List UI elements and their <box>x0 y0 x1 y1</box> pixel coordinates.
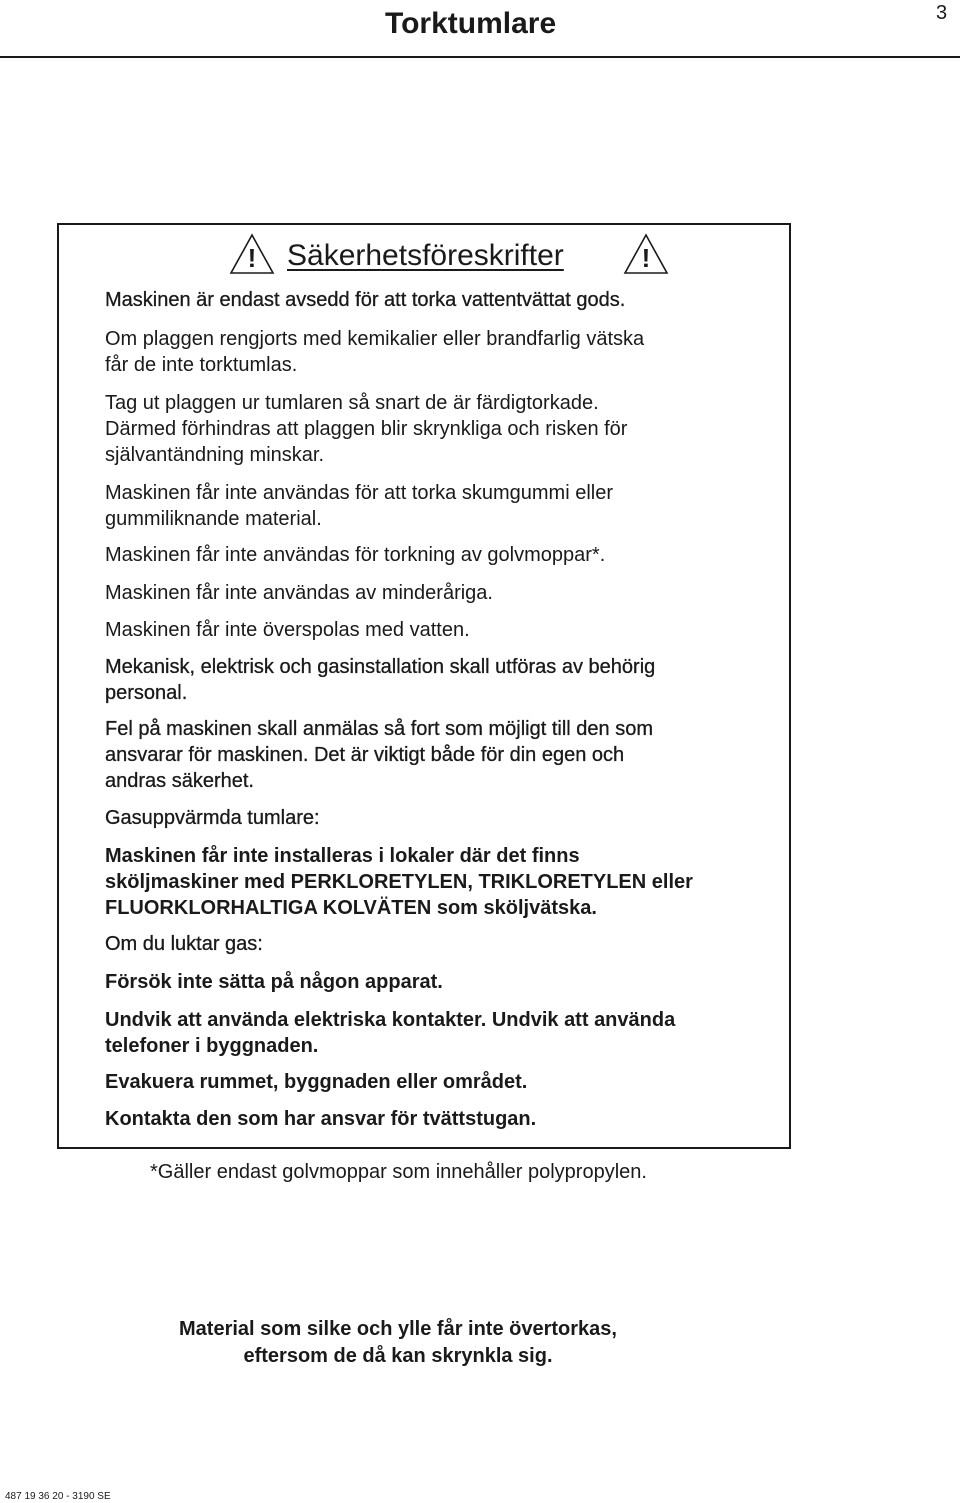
safety-rule: Kontakta den som har ansvar för tvättstugan. <box>105 1108 537 1130</box>
safety-rule: Evakuera rummet, byggnaden eller området. <box>105 1071 528 1093</box>
safety-subheading: Om du luktar gas: <box>105 933 263 955</box>
safety-rule: Mekanisk, elektrisk och gasinstallation skall utföras av behörig personal. <box>105 656 656 704</box>
safety-rule: Maskinen får inte installeras i lokaler där det finns sköljmaskiner med PERKLORETYLEN, TRIKLORETYLEN eller FLUORKLORHALTIGA KOLVÄTEN som sköljvätska. <box>105 845 693 919</box>
document-code: 487 19 36 20 - 3190 SE <box>5 1491 111 1502</box>
warning-triangle-icon <box>623 233 669 275</box>
safety-rule: Maskinen får inte överspolas med vatten. <box>105 619 470 641</box>
warning-triangle-icon <box>229 233 275 275</box>
safety-rule: Maskinen får inte användas av minderåriga. <box>105 582 493 604</box>
warning-exclamation-mark: ! <box>247 243 257 273</box>
safety-rule: Undvik att använda elektriska kontakter. Undvik att använda telefoner i byggnaden. <box>105 1009 676 1057</box>
warning-exclamation-mark: ! <box>641 243 651 273</box>
safety-heading <box>0 232 960 282</box>
page-title: Torktumlare <box>385 7 557 40</box>
page-number: 3 <box>936 2 948 24</box>
material-care-note: Material som silke och ylle får inte övertorkas, eftersom de då kan skrynkla sig. <box>179 1318 617 1367</box>
safety-rule: Om plaggen rengjorts med kemikalier eller brandfarlig vätska får de inte torktumlas. <box>105 328 645 376</box>
safety-rule: Försök inte sätta på någon apparat. <box>105 971 443 993</box>
safety-title: Säkerhetsföreskrifter <box>287 239 564 272</box>
safety-rule: Fel på maskinen skall anmälas så fort som möjligt till den som ansvarar för maskinen. Det är viktigt både för din egen och andras säkerhet. <box>105 718 653 792</box>
footnote: *Gäller endast golvmoppar som innehåller polypropylen. <box>150 1161 647 1183</box>
safety-rule: Tag ut plaggen ur tumlaren så snart de är färdigtorkade. Därmed förhindras att plaggen blir skrynkliga och risken för självantändning minskar. <box>105 392 628 466</box>
safety-rule: Maskinen får inte användas för att torka skumgummi eller gummiliknande material. <box>105 482 613 530</box>
safety-rule: Maskinen är endast avsedd för att torka vattentvättat gods. <box>105 289 626 311</box>
header-divider <box>0 56 960 58</box>
safety-rule: Maskinen får inte användas för torkning av golvmoppar*. <box>105 544 606 566</box>
safety-subheading: Gasuppvärmda tumlare: <box>105 807 320 829</box>
